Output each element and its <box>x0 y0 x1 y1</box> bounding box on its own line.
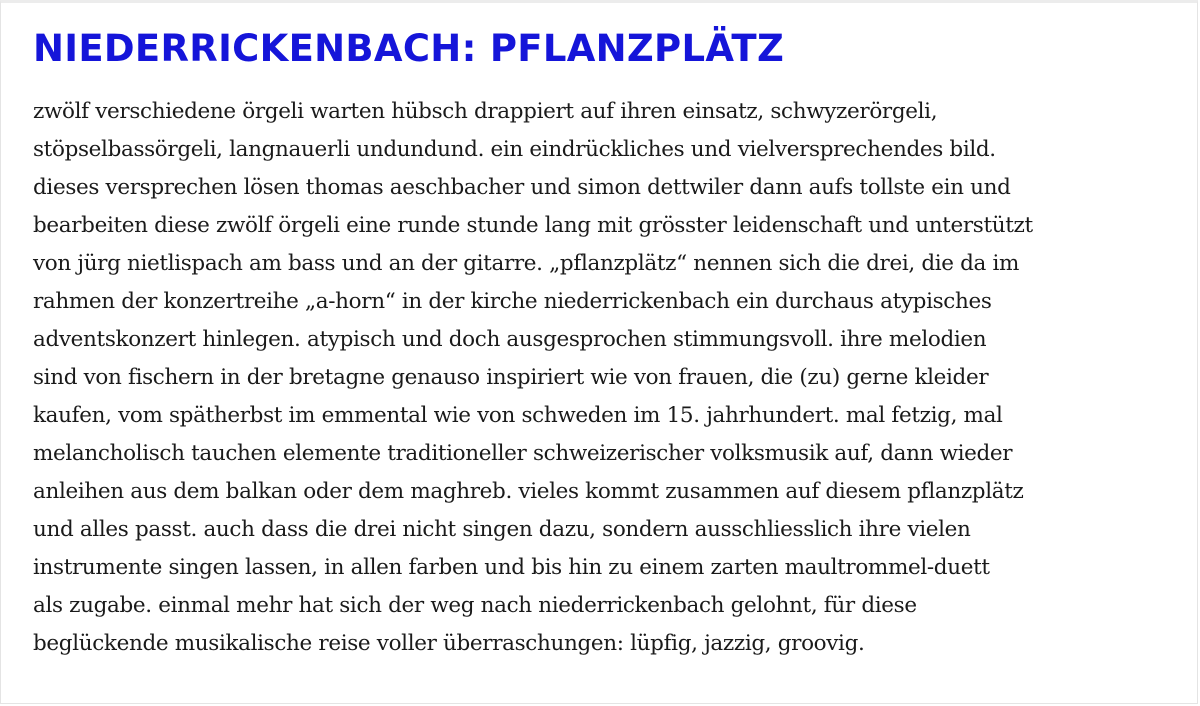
paragraph-line-7: adventskonzert hinlegen. atypisch und doch ausgesprochen stimmungsvoll. ihre melodien <box>33 327 987 352</box>
paragraph-line-4: bearbeiten diese zwölf örgeli eine runde stunde lang mit grösster leidenschaft und unterstützt <box>33 213 1033 238</box>
paragraph-line-15: beglückende musikalische reise voller überraschungen: lüpfig, jazzig, groovig. <box>33 631 865 656</box>
paragraph-line-13: instrumente singen lassen, in allen farben und bis hin zu einem zarten maultrommel-duett <box>33 555 990 580</box>
paragraph-line-12: und alles passt. auch dass die drei nicht singen dazu, sondern ausschliesslich ihre vielen <box>33 517 971 542</box>
paragraph-line-8: sind von fischern in der bretagne genauso inspiriert wie von frauen, die (zu) gerne kleider <box>33 365 989 390</box>
paragraph-line-3: dieses versprechen lösen thomas aeschbacher und simon dettwiler dann aufs tollste ein und <box>33 175 1011 200</box>
paragraph-line-9: kaufen, vom spätherbst im emmental wie von schweden im 15. jahrhundert. mal fetzig, mal <box>33 403 1003 428</box>
paragraph-line-2: stöpselbassörgeli, langnauerli undundund. ein eindrückliches und vielversprechendes bild. <box>33 137 996 162</box>
paragraph-line-10: melancholisch tauchen elemente traditioneller schweizerischer volksmusik auf, dann wieder <box>33 441 1013 466</box>
paragraph-line-5: von jürg nietlispach am bass und an der gitarre. „pflanzplätz“ nennen sich die drei, die da im <box>33 251 1020 276</box>
paragraph-line-11: anleihen aus dem balkan oder dem maghreb. vieles kommt zusammen auf diesem pflanzplätz <box>33 479 1024 504</box>
paragraph-line-1: zwölf verschiedene örgeli warten hübsch drappiert auf ihren einsatz, schwyzerörgeli, <box>33 99 938 124</box>
paragraph-line-14: als zugabe. einmal mehr hat sich der weg nach niederrickenbach gelohnt, für diese <box>33 593 917 618</box>
article <box>33 25 1183 663</box>
article-title: NIEDERRICKENBACH: PFLANZPLÄTZ <box>33 27 785 70</box>
article-body <box>33 93 1183 663</box>
paragraph-line-6: rahmen der konzertreihe „a-horn“ in der kirche niederrickenbach ein durchaus atypisches <box>33 289 992 314</box>
